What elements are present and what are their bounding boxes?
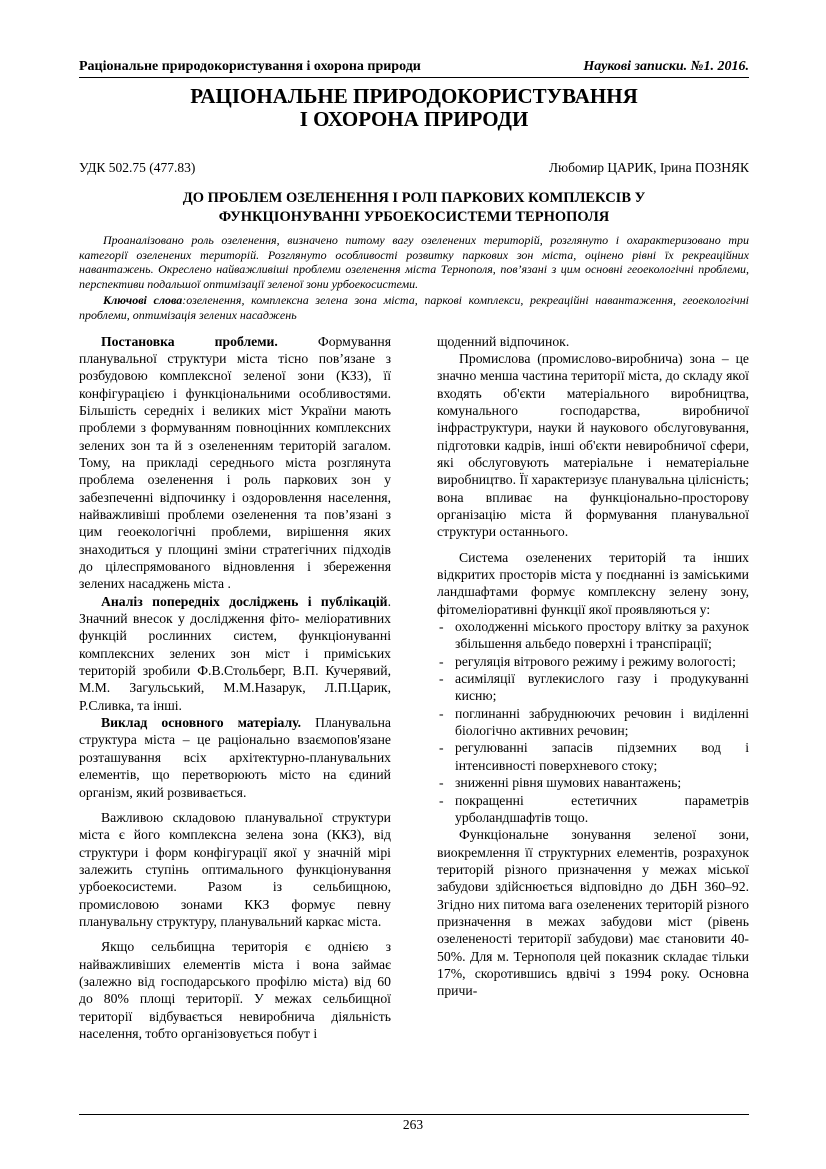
paragraph-green-system: Система озеленених територій та інших відкритих просторів міста у поєднанні із заміськими ландшафтами формує комплексну зелену зону, фітомеліоративні функції якої проявляються у:	[437, 549, 749, 617]
keywords-label: Ключові слова	[103, 293, 183, 308]
article-title	[79, 189, 749, 227]
section-title-line1: РАЦІОНАЛЬНЕ ПРИРОДОКОРИСТУВАННЯ	[190, 84, 638, 108]
text-main: Планувальна структура міста – це раціонально взаємопов'язане розташування всіх архітектурно-планувальних елементів, що перетворюють місто на єдиний організм, який розвивається.	[79, 715, 391, 800]
list-item: - асиміляції вуглекислого газу і продукуванні кисню;	[437, 670, 749, 705]
running-header-right: Наукові записки. №1. 2016.	[583, 59, 749, 74]
list-item: - поглинанні забруднюючих речовин і виділенні біологічно активних речовин;	[437, 705, 749, 740]
paragraph-residential: Якщо сельбищна територія є однією з найважливіших елементів міста і вона займає (залежно від господарського профілю міста) від 60 до 80% площі території. У межах сельбищної території відбувається невиробнича діяльність населення, тобто організовується побут і	[79, 939, 391, 1041]
body-columns	[79, 333, 749, 1043]
right-column	[437, 333, 749, 1043]
article-title-line2: ФУНКЦІОНУВАННІ УРБОЕКОСИСТЕМИ ТЕРНОПОЛЯ	[218, 209, 610, 225]
paragraph-main	[79, 714, 391, 801]
section-title	[79, 85, 749, 131]
left-column	[79, 333, 391, 1043]
list-item: - регуляція вітрового режиму і режиму вологості;	[437, 653, 749, 670]
paragraph-analysis	[79, 593, 391, 714]
udk-author-row	[79, 159, 749, 177]
heading-problem: Постановка проблеми.	[101, 333, 278, 349]
article-title-line1: ДО ПРОБЛЕМ ОЗЕЛЕНЕННЯ І РОЛІ ПАРКОВИХ КОМПЛЕКСІВ У	[182, 190, 646, 206]
list-item: - охолодженні міського простору влітку за рахунок збільшення альбедо поверхні і транспірації;	[437, 618, 749, 653]
functions-list	[437, 618, 749, 826]
text-problem: Формування планувальної структури міста тісно пов’язане з розбудовою комплексної зеленої зони (КЗЗ), її конфігурацією і функціональними особливостями. Більшість середніх і великих міст України мають проблеми з формуванням повноцінних комплексних зелених зон та й з озелененням територій загалом. Тому, на прикладі середнього міста розглянута проблема озеленення і роль паркових зон у забезпеченні відпочинку і оздоровлення населення, найважливіші проблеми озеленення та пов’язані з цим геоекологічні проблеми, вирішення яких знаходиться у площині зміни стратегічних підходів до цілеспрямованого відновлення і збереження зелених насаджень міста .	[79, 333, 391, 592]
paragraph-problem	[79, 333, 391, 593]
paragraph-kzz: Важливою складовою планувальної структури міста є його комплексна зелена зона (ККЗ), від структури і форм конфігурації якої у значній мірі залежить ступінь оптимального функціонування урбоекосистеми. Разом із сельбищною, промисловою зонами ККЗ формує певну планувальну структуру, планувальний каркас міста.	[79, 809, 391, 929]
footer-rule	[79, 1114, 749, 1115]
udk-code: УДК 502.75 (477.83)	[79, 160, 196, 175]
list-item: - регулюванні запасів підземних вод і інтенсивності поверхневого стоку;	[437, 739, 749, 774]
page-number: 263	[402, 1117, 424, 1132]
section-title-line2: І ОХОРОНА ПРИРОДИ	[299, 107, 529, 131]
keywords-text: :озеленення, комплексна зелена зона міста, паркові комплекси, рекреаційні навантаження, геоекологічні проблеми, оптимізація зелених насаджень	[79, 293, 750, 322]
text-analysis: . Значний внесок у дослідження фіто- меліоративних функцій рослинних систем, функціонуванні комплексних зелених зон міст і приміських територій зробили Ф.В.Стольберг, В.П. Кучерявий, М.М. Загульський, М.М.Назарук, Л.П.Царик, Р.Сливка, та інші.	[79, 593, 391, 713]
running-header	[79, 58, 749, 78]
heading-main: Виклад основного матеріалу.	[101, 715, 302, 731]
authors: Любомир ЦАРИК, Ірина ПОЗНЯК	[548, 160, 749, 175]
keywords	[79, 293, 749, 322]
page	[79, 58, 749, 1042]
list-item: - покращенні естетичних параметрів урболандшафтів тощо.	[437, 792, 749, 827]
running-header-left: Раціональне природокористування і охорона природи	[79, 59, 421, 74]
heading-analysis: Аналіз попередніх досліджень і публікацій	[101, 593, 388, 609]
paragraph-industrial: Промислова (промислово-виробнича) зона – це значно менша частина території міста, до складу якої входять об'єкти матеріального виробництва, комунального господарства, виробничої інфраструктури, науки й наукового обслуговування, підготовки кадрів, інші об'єкти невиробничої сфери, які обслуговують матеріальне і нематеріальне виробництво. Її характеризує планувальна цілісність; вона впливає на функціонально-просторову організацію міста й формування планувальної структури останнього.	[437, 350, 749, 540]
list-item: - зниженні рівня шумових навантажень;	[437, 774, 749, 791]
paragraph-zoning: Функціональне зонування зеленої зони, виокремлення її структурних елементів, розрахунок територій різного призначення у межах міської забудови здійснюється відповідно до ДБН 360–92. Згідно них питома вага озеленених територій різного призначення в межах забудови міст (рівень озелененості території забудови) має становити 40-50%. Для м. Тернополя цей показник складає тільки 17%, скоротившись вдвічі з 1994 року. Основна причи-	[437, 827, 749, 999]
abstract: Проаналізовано роль озеленення, визначено питому вагу озеленених територій, розглянуто і охарактеризовано три категорії озеленених територій. Розглянуто особливості розвитку паркових зон міста, оцінено рівні їх рекреаційних навантажень. Окреслено найважливіші проблеми озеленення міста Тернополя, пов’язані з цим основні геоекологічні проблеми, перспективи подальшої оптимізації зеленої зони урбоекосистеми.	[79, 233, 749, 291]
paragraph-continued: щоденний відпочинок.	[437, 333, 570, 349]
